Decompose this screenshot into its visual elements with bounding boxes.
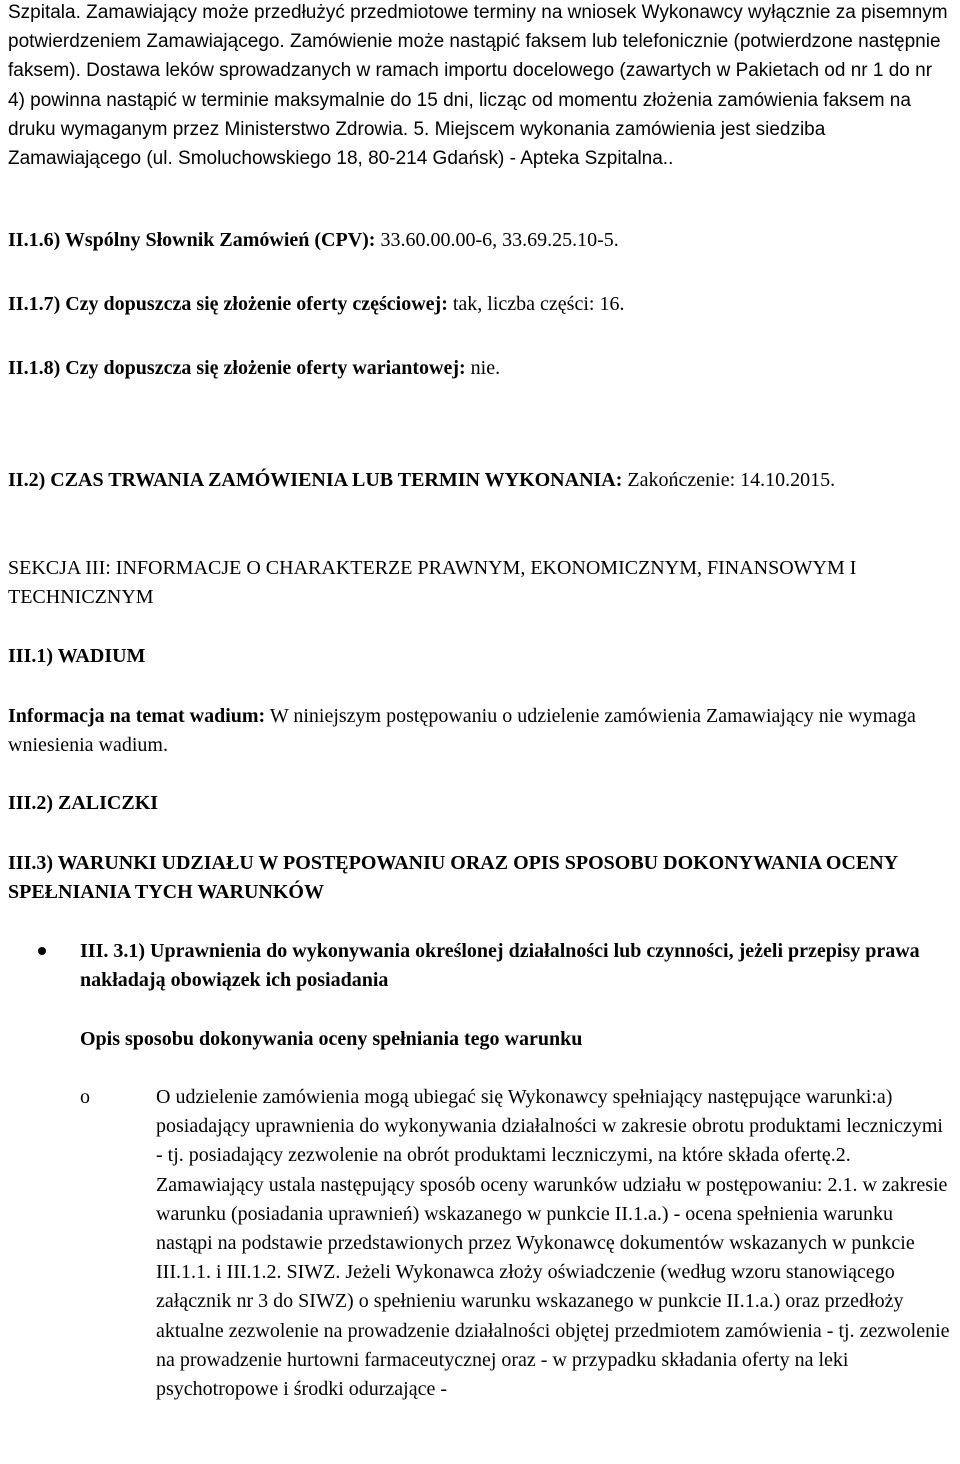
opis-text: O udzielenie zamówienia mogą ubiegać się Wykonawcy spełniający następujące warunki:a) posiadający uprawnienia do wykonywania działalności w zakresie obrotu produktami leczniczymi - tj. posiadający zezwolenie na obrót produktami leczniczymi, na które składa ofertę.2. Zamawiający ustala następujący sposób oceny warunków udziału w postępowaniu: 2.1. w zakresie warunku (posiadania uprawnień) wskazanego w punkcie II.1.a.) - ocena spełnienia warunku nastąpi na podstawie przedstawionych przez Wykonawcę dokumentów wskazanych w punkcie III.1.1. i III.1.2. SIWZ. Jeżeli Wykonawca złoży oświadczenie (według wzoru stanowiącego załącznik nr 3 do SIWZ) o spełnieniu warunku wskazanego w punkcie II.1.a.) oraz przedłoży aktualne zezwolenie na prowadzenie działalności objętej przedmiotem zamówienia - tj. zezwolenie na prowadzenie hurtowni farmaceutycznej oraz - w przypadku składania oferty na leki psychotropowe i środki odurzające - (156, 1086, 950, 1401)
wadium-heading: III.1) WADIUM (8, 645, 146, 667)
duration-value: Zakończenie: 14.10.2015. (622, 469, 836, 491)
variant-offer-label: II.1.8) Czy dopuszcza się złożenie oferty wariantowej: (8, 357, 466, 379)
opis-heading: Opis sposobu dokonywania oceny spełniania tego warunku (80, 1028, 583, 1050)
duration-line (8, 466, 954, 495)
warunki-heading: III.3) WARUNKI UDZIAŁU W POSTĘPOWANIU ORAZ OPIS SPOSOBU DOKONYWANIA OCENY SPEŁNIANIA TYCH WARUNKÓW (8, 852, 898, 904)
bullet-icon (38, 947, 46, 955)
partial-offer-label: II.1.7) Czy dopuszcza się złożenie oferty częściowej: (8, 293, 448, 315)
section-3-title: SEKCJA III: INFORMACJE O CHARAKTERZE PRAWNYM, EKONOMICZNYM, FINANSOWYM I TECHNICZNYM (8, 557, 857, 609)
cpv-label: II.1.6) Wspólny Słownik Zamówień (CPV): (8, 229, 376, 251)
wadium-info-text: W niniejszym postępowaniu o udzielenie zamówienia Zamawiający nie wymaga wniesienia wadium. (8, 705, 916, 757)
item-3-1-title: III. 3.1) Uprawnienia do wykonywania określonej działalności lub czynności, jeżeli przepisy prawa nakładają obowiązek ich posiadania (80, 940, 920, 992)
list-marker-icon: o (80, 1086, 90, 1108)
intro-paragraph: Szpitala. Zamawiający może przedłużyć przedmiotowe terminy na wniosek Wykonawcy wyłącznie za pisemnym potwierdzeniem Zamawiającego. Zamówienie może nastąpić faksem lub telefonicznie (potwierdzone następnie faksem). Dostawa leków sprowadzanych w ramach importu docelowego (zawartych w Pakietach od nr 1 do nr 4) powinna nastąpić w terminie maksymalnie do 15 dni, licząc od momentu złożenia zamówienia faksem na druku wymaganym przez Ministerstwo Zdrowia. 5. Miejscem wykonania zamówienia jest siedziba Zamawiającego (ul. Smoluchowskiego 18, 80-214 Gdańsk) - Apteka Szpitalna.. (8, 2, 948, 170)
variant-offer-value: nie. (465, 357, 501, 379)
partial-offer-line (8, 290, 954, 319)
zaliczki-heading: III.2) ZALICZKI (8, 792, 159, 814)
duration-label: II.2) CZAS TRWANIA ZAMÓWIENIA LUB TERMIN WYKONANIA: (8, 469, 623, 491)
cpv-line (8, 226, 954, 255)
wadium-info-label: Informacja na temat wadium: (8, 705, 266, 727)
partial-offer-value: tak, liczba części: 16. (447, 293, 625, 315)
wadium-info (8, 702, 954, 760)
cpv-value: 33.60.00.00-6, 33.69.25.10-5. (375, 229, 619, 251)
variant-offer-line (8, 354, 954, 383)
